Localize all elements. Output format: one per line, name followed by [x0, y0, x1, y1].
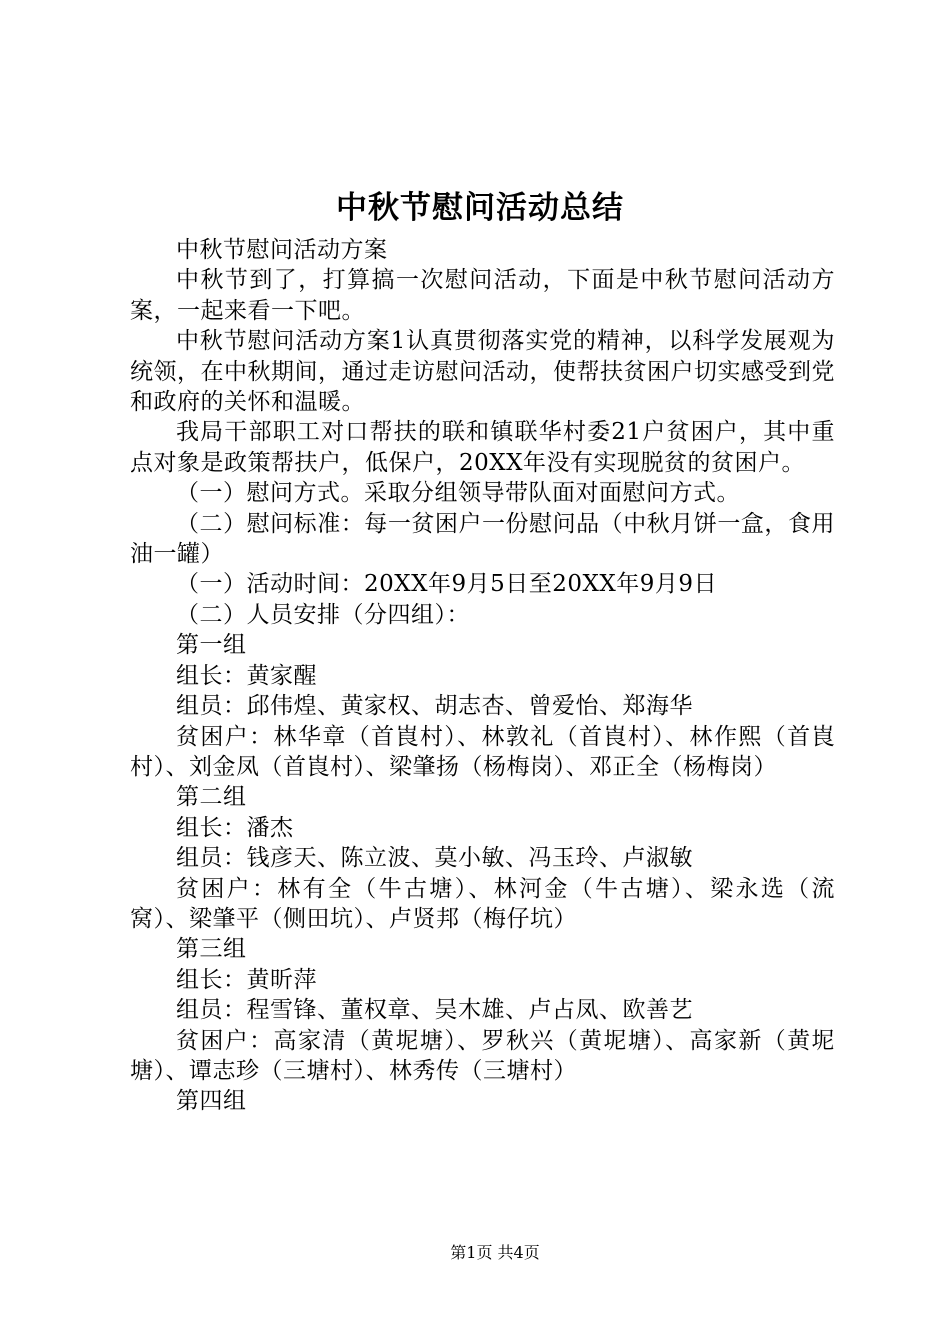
document-body — [130, 235, 835, 1117]
group-2-leader: 组长：潘杰 — [176, 814, 294, 841]
paragraph-purpose: 中秋节慰问活动方案1认真贯彻落实党的精神，以科学发展观为统领，在中秋期间，通过走访慰问活动，使帮扶贫困户切实感受到党和政府的关怀和温暖。 — [130, 328, 835, 416]
paragraph-method: （一）慰问方式。采取分组领导带队面对面慰问方式。 — [176, 480, 740, 507]
group-3-heading: 第三组 — [176, 936, 247, 963]
group-4-heading: 第四组 — [176, 1088, 247, 1115]
page-number-footer: 第1页 共4页 — [450, 1243, 540, 1262]
group-2-households: 贫困户：林有全（牛古塘）、林河金（牛古塘）、梁永选（流窝）、梁肇平（侧田坑）、卢贤邦（梅仔坑） — [130, 875, 835, 932]
paragraph-standard: （二）慰问标准：每一贫困户一份慰问品（中秋月饼一盒，食用油一罐） — [130, 510, 835, 568]
paragraph-intro: 中秋节到了，打算搞一次慰问活动，下面是中秋节慰问活动方案，一起来看一下吧。 — [130, 267, 835, 324]
document-title: 中秋节慰问活动总结 — [336, 190, 624, 226]
paragraph-staffing: （二）人员安排（分四组）： — [176, 601, 470, 628]
group-2-heading: 第二组 — [176, 784, 247, 811]
group-3-members: 组员：程雪锋、董权章、吴木雄、卢占凤、欧善艺 — [176, 997, 693, 1024]
group-1-households: 贫困户：林华章（首崀村）、林敦礼（首崀村）、林作熙（首崀村）、刘金凤（首崀村）、梁肇扬（杨梅岗）、邓正全（杨梅岗） — [130, 723, 835, 780]
group-1-heading: 第一组 — [176, 632, 247, 659]
group-3-leader: 组长：黄昕萍 — [176, 966, 317, 993]
paragraph-plan-heading: 中秋节慰问活动方案 — [176, 237, 388, 263]
group-1-leader: 组长：黄家醒 — [176, 662, 317, 689]
group-3-households: 贫困户：高家清（黄坭塘）、罗秋兴（黄坭塘）、高家新（黄坭塘）、谭志珍（三塘村）、林秀传（三塘村） — [130, 1027, 835, 1084]
group-1-members: 组员：邱伟煌、黄家权、胡志杏、曾爱怡、郑海华 — [176, 693, 693, 720]
paragraph-time: （一）活动时间：20XX年9月5日至20XX年9月9日 — [176, 571, 718, 598]
paragraph-targets: 我局干部职工对口帮扶的联和镇联华村委21户贫困户，其中重点对象是政策帮扶户，低保户，20XX年没有实现脱贫的贫困户。 — [130, 419, 835, 476]
group-2-members: 组员：钱彦天、陈立波、莫小敏、冯玉玲、卢淑敏 — [176, 845, 693, 872]
